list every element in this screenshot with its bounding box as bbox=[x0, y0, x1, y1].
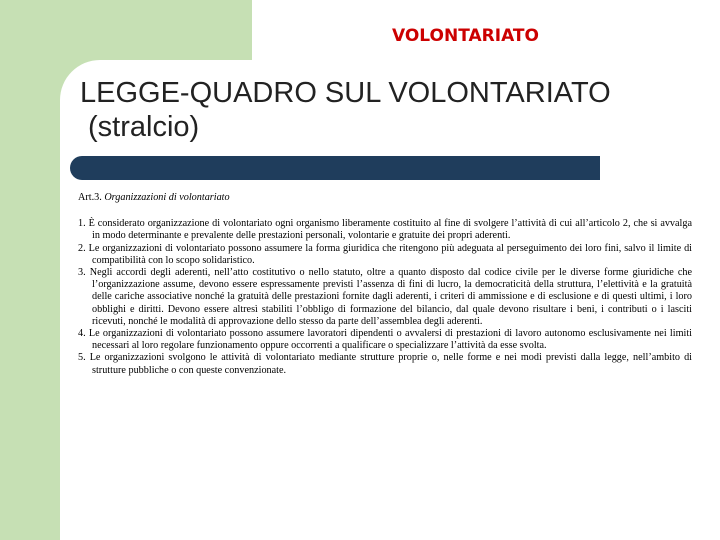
paragraph-5: 5. Le organizzazioni svolgono le attività di volontariato mediante strutture proprie o, nelle forme e nei modi previsti dalla legge, nell’ambito di strutture pubbliche o con queste convenzionate. bbox=[78, 352, 692, 376]
paragraph-3: 3. Negli accordi degli aderenti, nell’atto costitutivo o nello statuto, oltre a quanto disposto dal codice civile per le diverse forme giuridiche che l’organizzazione assume, devono essere espressamente previsti l’assenza di fini di lucro, la democraticità della struttura, l’elettività e la gratuità delle cariche associative nonché la gratuità delle prestazioni fornite dagli aderenti, i criteri di ammissione e di esclusione e di questi ultimi, i loro obblighi e diritti. Devono essere altresì stabiliti l’obbligo di formazione del bilancio, dal quale devono risultare i beni, i contributi o i lasciti ricevuti, nonché le modalità di approvazione dello stesso da parte dell’assemblea degli aderenti. bbox=[78, 267, 692, 327]
title-line-2: (stralcio) bbox=[88, 111, 200, 143]
title-line-1: LEGGE-QUADRO SUL VOLONTARIATO bbox=[80, 77, 611, 109]
paragraph-4: 4. Le organizzazioni di volontariato possono assumere lavoratori dipendenti o avvalersi di prestazioni di lavoro autonomo esclusivamente nei limiti necessari al loro regolare funzionamento oppure occorrenti a qualificare o specializzare l’attività da esse svolta. bbox=[78, 328, 692, 352]
article-heading bbox=[78, 192, 692, 204]
title-divider-bar bbox=[70, 156, 600, 180]
slide-title bbox=[80, 76, 700, 144]
slide-header-label: VOLONTARIATO bbox=[392, 26, 539, 46]
article-title: Organizzazioni di volontariato bbox=[104, 192, 230, 203]
article-text bbox=[78, 192, 692, 377]
article-number: Art.3. bbox=[78, 192, 102, 203]
paragraph-1: 1. È considerato organizzazione di volontariato ogni organismo liberamente costituito al fine di svolgere l’attività di cui all’articolo 2, che si avvalga in modo determinante e prevalente delle prestazioni personali, volontarie e gratuite dei propri aderenti. bbox=[78, 218, 692, 242]
paragraph-2: 2. Le organizzazioni di volontariato possono assumere la forma giuridica che ritengono più adeguata al perseguimento dei loro fini, salvo il limite di compatibilità con lo scopo solidaristico. bbox=[78, 242, 692, 266]
